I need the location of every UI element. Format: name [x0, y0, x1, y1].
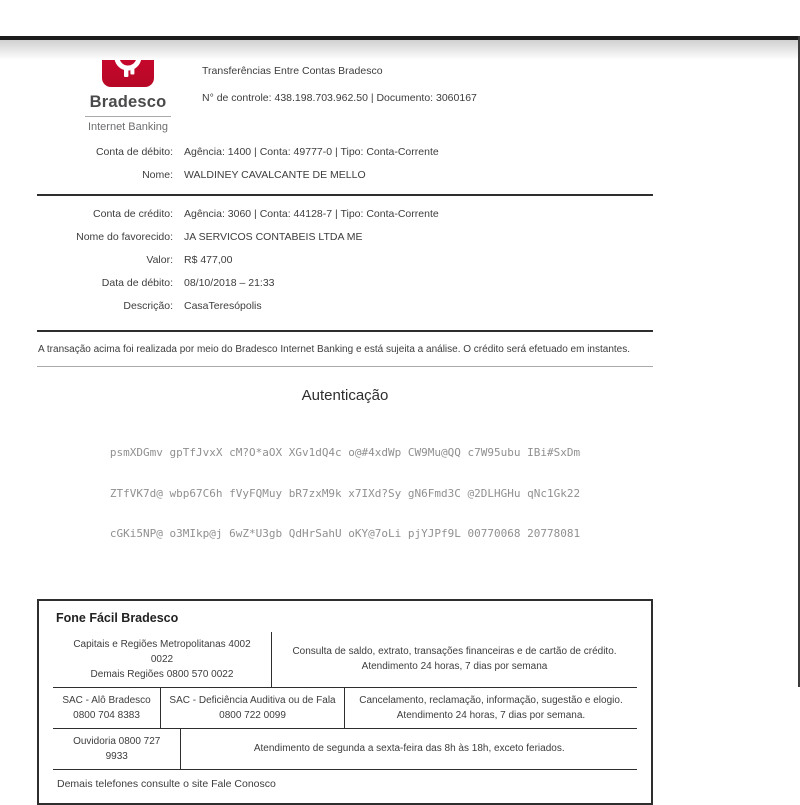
detail-value: WALDINEY CAVALCANTE DE MELLO — [184, 169, 366, 181]
phone-table — [53, 632, 637, 769]
window-top-bar — [0, 36, 800, 40]
transaction-notice: A transação acima foi realizada por meio do Bradesco Internet Banking e está sujeita a análise. O crédito será efetuado em instantes. — [38, 344, 631, 355]
phone-box — [37, 599, 653, 805]
detail-label: Descrição: — [123, 300, 173, 312]
detail-row — [37, 203, 653, 226]
phone-box-title: Fone Fácil Bradesco — [56, 610, 179, 625]
detail-row — [37, 295, 653, 318]
phone-cell — [53, 632, 272, 687]
detail-label: Nome do favorecido: — [76, 231, 173, 243]
phone-cell-line: SAC - Deficiência Auditiva ou de Fala — [169, 694, 336, 706]
detail-value: Agência: 1400 | Conta: 49777-0 | Tipo: Conta-Corrente — [184, 146, 439, 158]
detail-row — [37, 272, 653, 295]
phone-cell-line: Cancelamento, reclamação, informação, sugestão e elogio. — [359, 694, 623, 706]
separator-rule-light — [37, 366, 653, 367]
phone-cell — [53, 688, 161, 728]
doc-subtitle: Transferências Entre Contas Bradesco — [202, 65, 383, 77]
phone-cell-line: Capitais e Regiões Metropolitanas 4002 0022 — [73, 638, 251, 665]
authentication-code-line: cGKi5NP@ o3MIkp@j 6wZ*U3gb QdHrSahU oKY@7oLi pjYJPf9L 00770068 20778081 — [109, 527, 581, 540]
detail-row — [37, 249, 653, 272]
detail-value: CasaTeresópolis — [184, 300, 262, 312]
detail-label: Conta de crédito: — [93, 208, 173, 220]
detail-value: R$ 477,00 — [184, 254, 233, 266]
brand-channel: Internet Banking — [85, 116, 171, 133]
detail-label: Conta de débito: — [95, 146, 173, 158]
authentication-code — [37, 419, 653, 568]
detail-value: JA SERVICOS CONTABEIS LTDA ME — [184, 231, 363, 243]
phone-cell-line: SAC - Alô Bradesco — [62, 694, 151, 706]
detail-value: 08/10/2018 – 21:33 — [184, 277, 275, 289]
separator-rule — [37, 330, 653, 332]
detail-row — [37, 164, 653, 187]
detail-value: Agência: 3060 | Conta: 44128-7 | Tipo: Conta-Corrente — [184, 208, 439, 220]
phone-cell — [181, 729, 637, 769]
phone-cell-line: 0800 722 0099 — [219, 709, 286, 721]
separator-rule — [37, 194, 653, 196]
phone-row — [53, 632, 637, 687]
phone-cell-line: Atendimento 24 horas, 7 dias por semana — [361, 661, 548, 672]
detail-row — [37, 141, 653, 164]
phone-cell-line: 0800 704 8383 — [73, 709, 140, 721]
phone-cell — [272, 632, 637, 687]
window-top-shadow — [0, 40, 800, 60]
debit-account-section — [37, 141, 653, 187]
phone-cell-line: Atendimento de segunda a sexta-feira das 8h às 18h, exceto feriados. — [253, 743, 565, 754]
phone-cell — [345, 688, 637, 728]
detail-label: Valor: — [146, 254, 173, 266]
phone-cell-line: Ouvidoria 0800 727 9933 — [73, 735, 161, 762]
phone-cell-line: Atendimento 24 horas, 7 dias por semana. — [396, 709, 586, 721]
receipt-page — [37, 36, 653, 805]
phone-cell — [53, 729, 181, 769]
phone-cell-line: Demais Regiões 0800 570 0022 — [90, 668, 234, 680]
credit-account-section — [37, 203, 653, 318]
detail-label: Data de débito: — [101, 277, 173, 289]
phone-row — [53, 687, 637, 728]
phone-box-footer-note: Demais telefones consulte o site Fale Conosco — [53, 769, 637, 794]
phone-cell — [161, 688, 345, 728]
detail-row — [37, 226, 653, 249]
control-number: N° de controle: 438.198.703.962.50 | Documento: 3060167 — [202, 92, 477, 104]
authentication-code-line: psmXDGmv gpTfJvxX cM?O*aOX XGv1dQ4c o@#4xdWp CW9Mu@QQ c7W95ubu IBi#SxDm — [109, 446, 581, 459]
detail-label: Nome: — [142, 169, 173, 181]
authentication-code-line: ZTfVK7d@ wbp67C6h fVyFQMuy bR7zxM9k x7IXd?Sy gN6Fmd3C @2DLHGHu qNc1Gk22 — [109, 486, 581, 500]
authentication-title: Autenticação — [301, 387, 389, 404]
phone-cell-line: Consulta de saldo, extrato, transações financeiras e de cartão de crédito. — [292, 646, 617, 657]
phone-row — [53, 728, 637, 769]
brand-name: Bradesco — [89, 93, 167, 111]
